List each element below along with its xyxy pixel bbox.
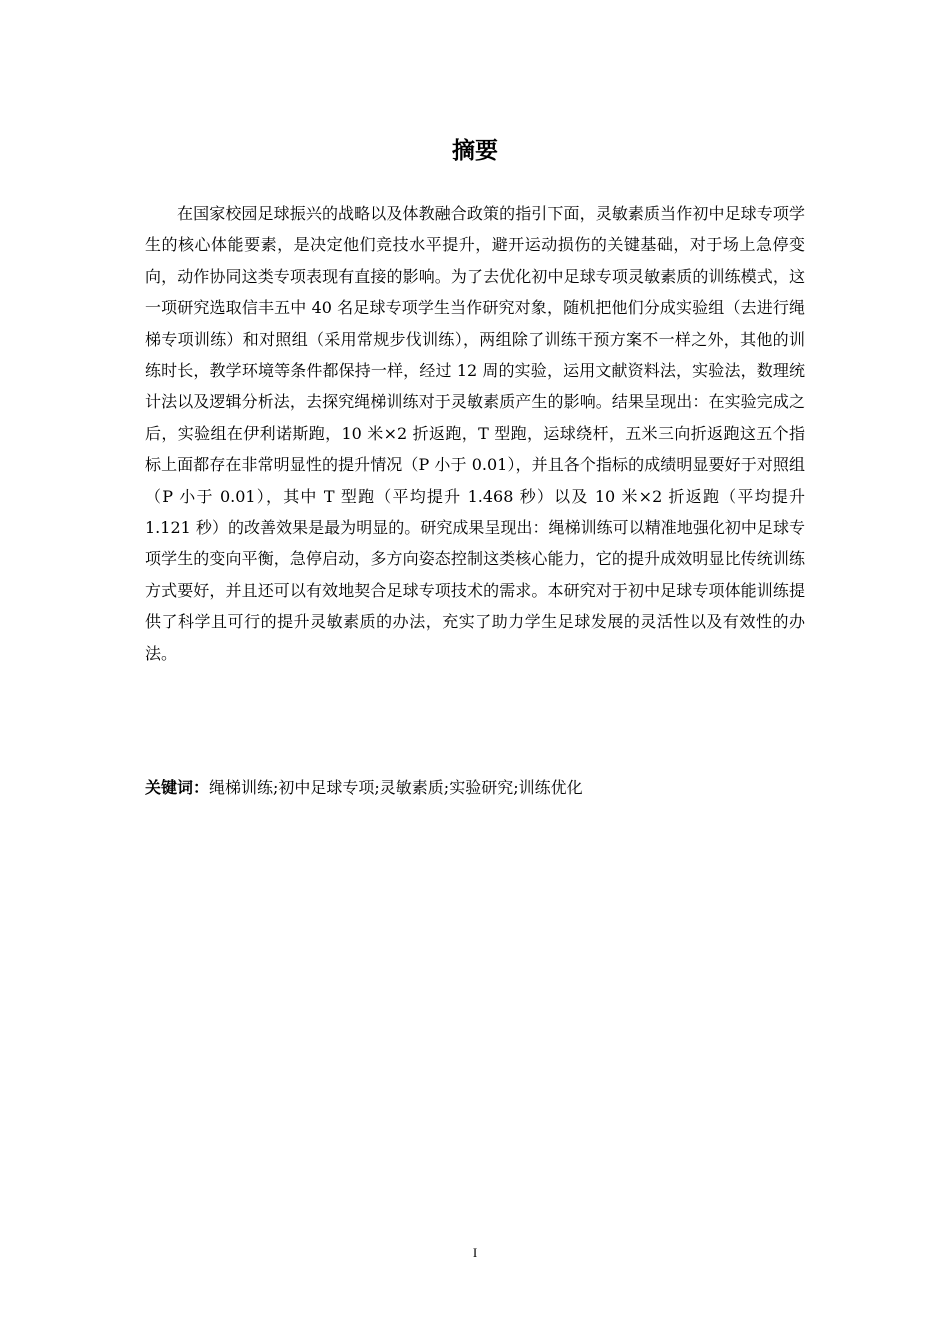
page-title: 摘要 xyxy=(452,138,498,164)
keywords-line xyxy=(145,773,805,803)
keywords-label: 关键词： xyxy=(145,778,210,797)
keywords-value: 绳梯训练;初中足球专项;灵敏素质;实验研究;训练优化 xyxy=(209,778,583,797)
abstract-paragraph: 在国家校园足球振兴的战略以及体教融合政策的指引下面，灵敏素质当作初中足球专项学生的核心体能要素，是决定他们竞技水平提升，避开运动损伤的关键基础，对于场上急停变向，动作协同这类专项表现有直接的影响。为了去优化初中足球专项灵敏素质的训练模式，这一项研究选取信丰五中 40 名足球专项学生当作研究对象，随机把他们分成实验组（去进行绳梯专项训练）和对照组（采用常规步伐训练），两组除了训练干预方案不一样之外，其他的训练时长，教学环境等条件都保持一样，经过 12 周的实验，运用文献资料法，实验法，数理统计法以及逻辑分析法，去探究绳梯训练对于灵敏素质产生的影响。结果呈现出：在实验完成之后，实验组在伊利诺斯跑，10 米×2 折返跑，T 型跑，运球绕杆，五米三向折返跑这五个指标上面都存在非常明显性的提升情况（P 小于 0.01），并且各个指标的成绩明显要好于对照组（P 小于 0.01），其中 T 型跑（平均提升 1.468 秒）以及 10 米×2 折返跑（平均提升 1.121 秒）的改善效果是最为明显的。研究成果呈现出：绳梯训练可以精准地强化初中足球专项学生的变向平衡，急停启动，多方向姿态控制这类核心能力，它的提升成效明显比传统训练方式要好，并且还可以有效地契合足球专项技术的需求。本研究对于初中足球专项体能训练提供了科学且可行的提升灵敏素质的办法，充实了助力学生足球发展的灵活性以及有效性的办法。 xyxy=(145,204,805,663)
page-number: I xyxy=(472,1245,478,1260)
